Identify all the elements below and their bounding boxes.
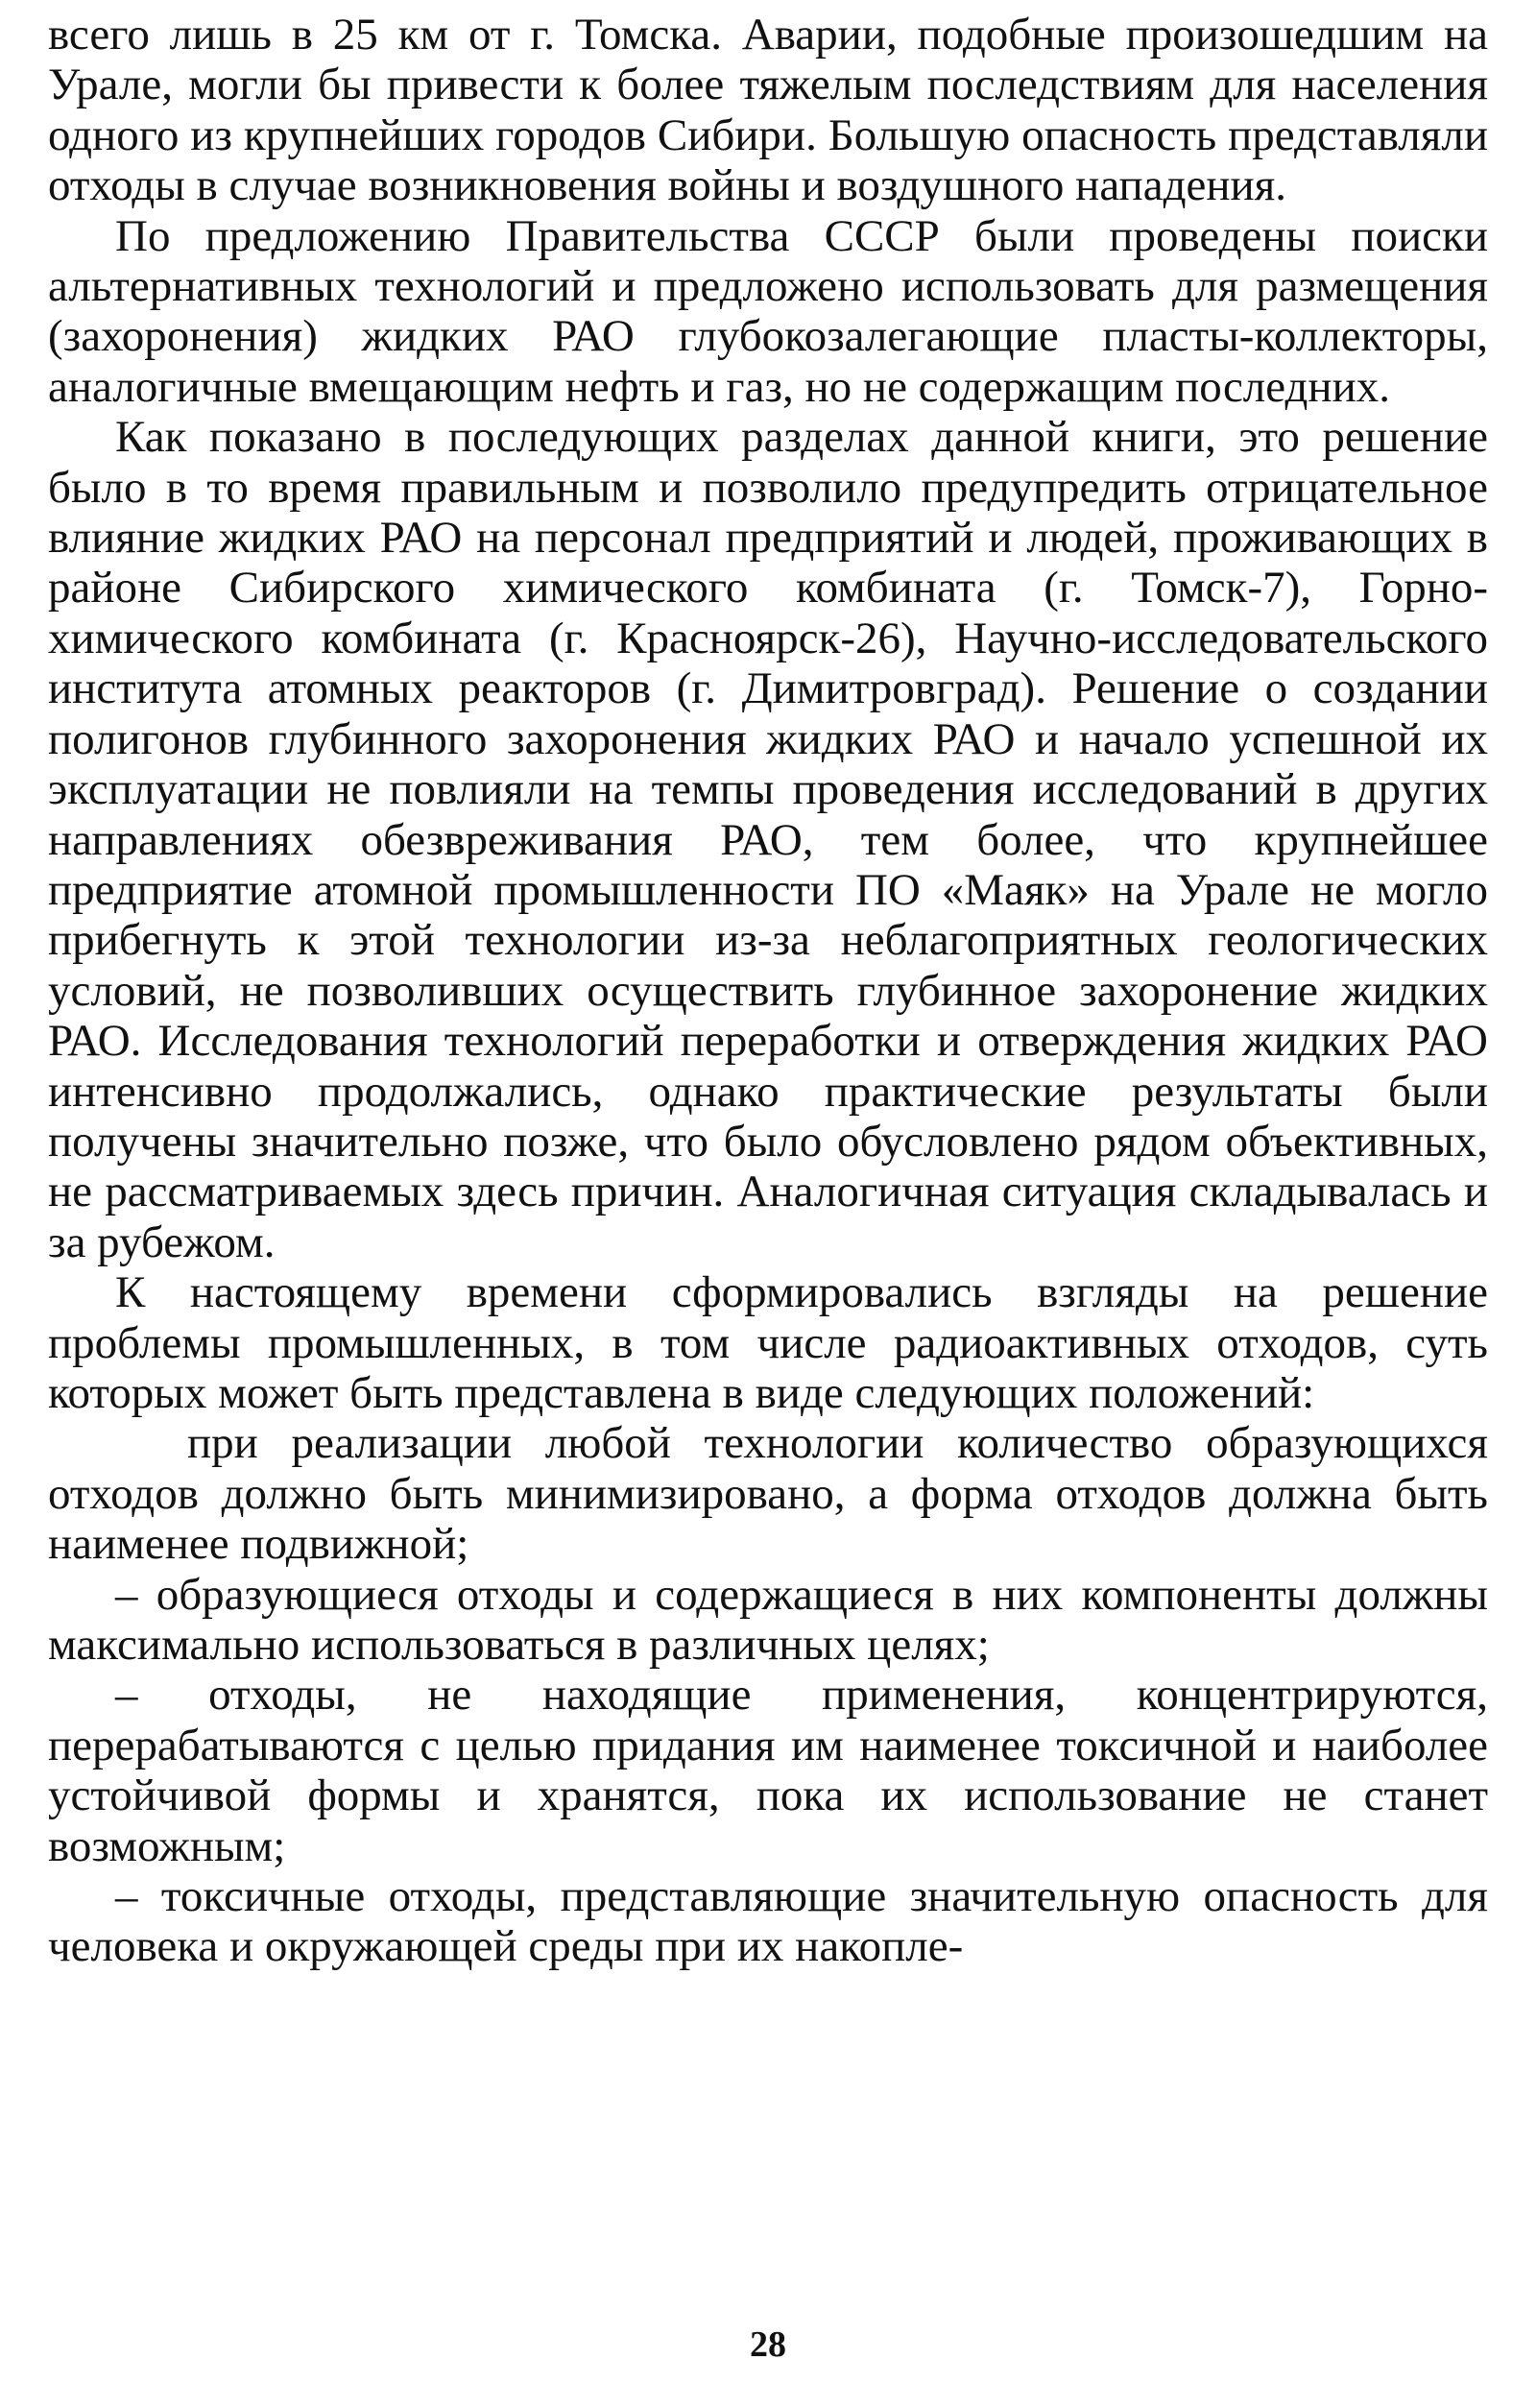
paragraph-2: По предложению Правительства СССР были проведены поиски альтернативных технологий и предложено использовать для размещения (захоронения) жидких РАО глубокозалегающие пласты-коллекторы, аналогичные вмещающим нефть и газ, но не содержащим последних. (48, 210, 1488, 412)
list-item-1: при реализации любой технологии количество образующихся отходов должно быть минимизировано, а форма отходов должна быть наименее подвижной; (48, 1418, 1488, 1570)
list-item-4: – токсичные отходы, представляющие значительную опасность для человека и окружающей среды при их накопле- (48, 1871, 1488, 1972)
paragraph-4: К настоящему времени сформировались взгляды на решение проблемы промышленных, в том числе радиоактивных отходов, суть которых может быть представлена в виде следующих положений: (48, 1267, 1488, 1418)
paragraph-1: всего лишь в 25 км от г. Томска. Аварии, подобные произошедшим на Урале, могли бы привести к более тяжелым последствиям для населения одного из крупнейших городов Сибири. Большую опасность представляли отходы в случае возникновения войны и воздушного нападения. (48, 10, 1488, 211)
paragraph-3: Как показано в последующих разделах данной книги, это решение было в то время правильным и позволило предупредить отрицательное влияние жидких РАО на персонал предприятий и людей, проживающих в районе Сибирского химического комбината (г. Томск-7), Горно-химического комбината (г. Красноярск-26), Научно-исследовательского института атомных реакторов (г. Димитровград). Решение о создании полигонов глубинного захоронения жидких РАО и начало успешной их эксплуатации не повлияли на темпы проведения исследований в других направлениях обезвреживания РАО, тем более, что крупнейшее предприятие атомной промышленности ПО «Маяк» на Урале не могло прибегнуть к этой технологии из-за неблагоприятных геологических условий, не позволивших осуществить глубинное захоронение жидких РАО. Исследования технологий переработки и отверждения жидких РАО интенсивно продолжались, однако практические результаты были получены значительно позже, что было обусловлено рядом объективных, не рассматриваемых здесь причин. Аналогичная ситуация складывалась и за рубежом. (48, 412, 1488, 1267)
list-item-2: – образующиеся отходы и содержащиеся в них компоненты должны максимально использоваться в различных целях; (48, 1569, 1488, 1670)
page-number: 28 (750, 2324, 786, 2365)
body-text (48, 10, 1488, 1972)
list-item-3: – отходы, не находящие применения, концентрируются, перерабатываются с целью придания им наименее токсичной и наиболее устойчивой формы и хранятся, пока их использование не станет возможным; (48, 1670, 1488, 1871)
